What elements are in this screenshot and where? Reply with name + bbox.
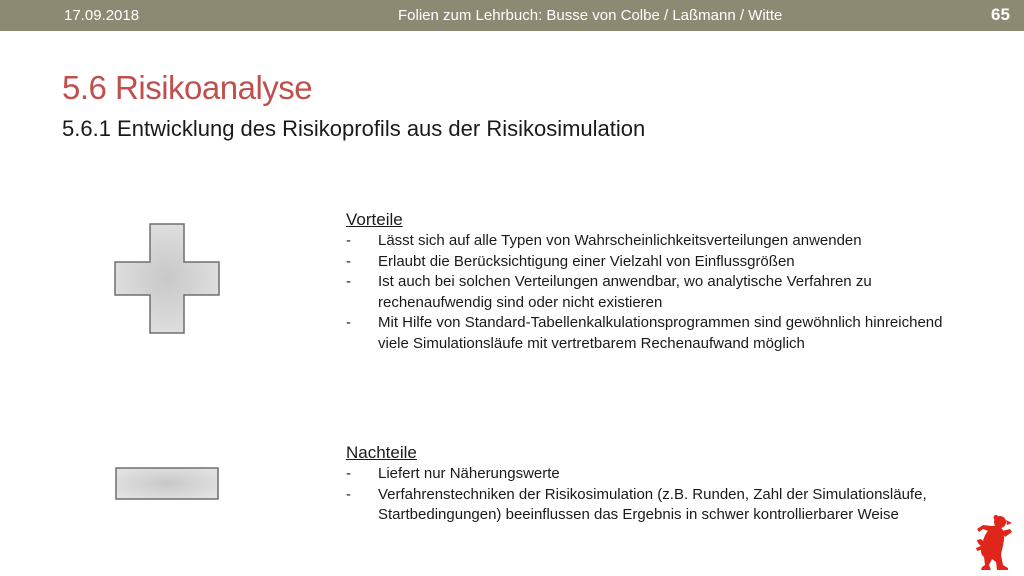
vorteile-item: - Erlaubt die Berücksichtigung einer Vielzahl von Einflussgrößen [346, 252, 976, 273]
nachteile-heading: Nachteile [346, 443, 417, 462]
plus-icon [114, 223, 220, 334]
nachteile-item: - Liefert nur Näherungswerte [346, 464, 976, 485]
vorteile-item: - Lässt sich auf alle Typen von Wahrscheinlichkeitsverteilungen anwenden [346, 231, 976, 252]
minus-icon [115, 467, 219, 500]
slide-subtitle: 5.6.1 Entwicklung des Risikoprofils aus der Risikosimulation [62, 116, 646, 141]
vorteile-list [346, 231, 976, 354]
vorteile-item: - Mit Hilfe von Standard-Tabellenkalkulationsprogrammen sind gewöhnlich hinreichend viele Simulationsläufe mit vertretbarem Rechenaufwand möglich [346, 313, 976, 354]
page-number: 65 [991, 5, 1010, 24]
vorteile-heading: Vorteile [346, 210, 403, 229]
vorteile-section [346, 209, 976, 354]
slide-title: 5.6 Risikoanalyse [62, 69, 313, 106]
berlin-bear-logo [975, 515, 1013, 571]
nachteile-section [346, 442, 976, 526]
nachteile-list [346, 464, 976, 526]
header-bar [0, 0, 1024, 31]
slide-source: Folien zum Lehrbuch: Busse von Colbe / Laßmann / Witte [398, 7, 783, 24]
nachteile-item: - Verfahrenstechniken der Risikosimulation (z.B. Runden, Zahl der Simulationsläufe, Startbedingungen) beeinflussen das Ergebnis in schwer kontrollierbarer Weise [346, 485, 976, 526]
slide-date: 17.09.2018 [64, 7, 140, 24]
vorteile-item: - Ist auch bei solchen Verteilungen anwendbar, wo analytische Verfahren zu rechenaufwendig sind oder nicht existieren [346, 272, 976, 313]
